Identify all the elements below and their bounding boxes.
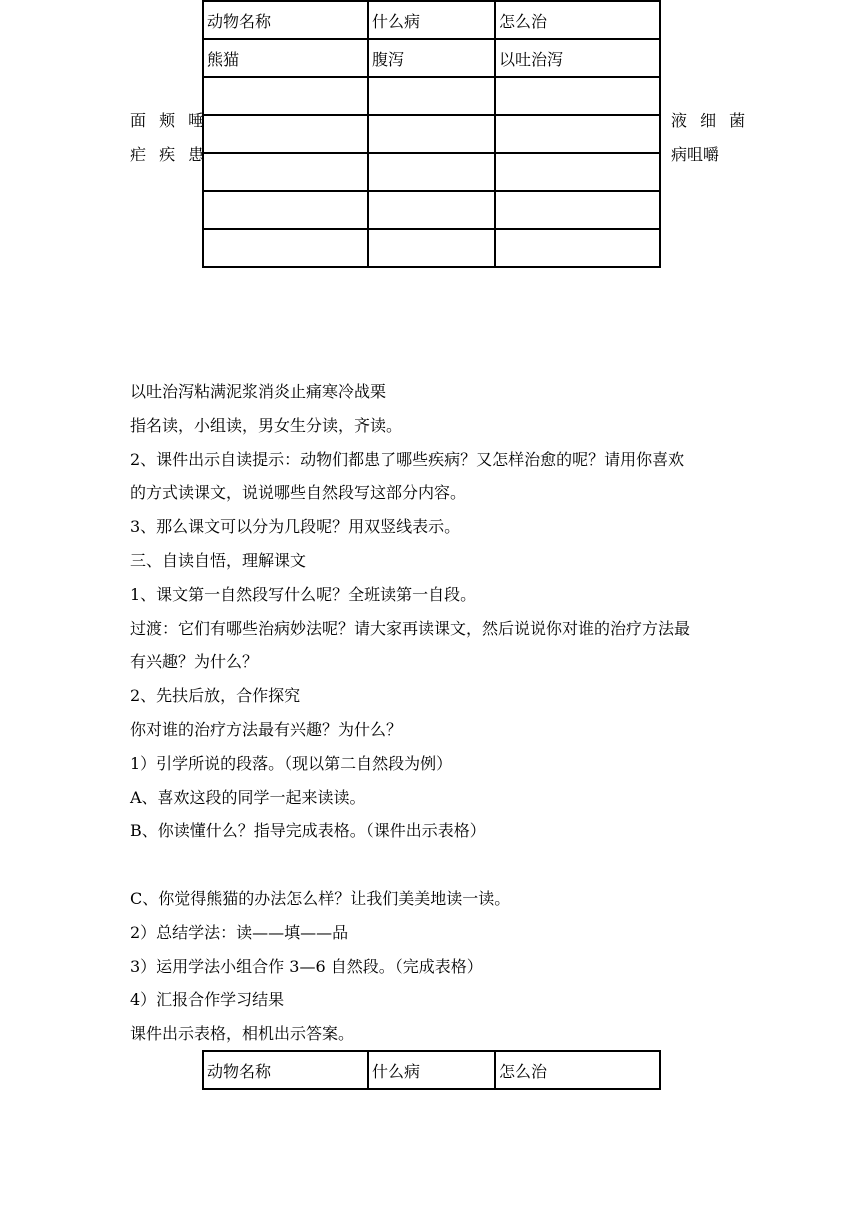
- table-cell: [495, 191, 660, 229]
- vocab-left: [130, 104, 208, 172]
- header-treatment: 怎么治: [495, 1, 660, 39]
- vocab-line: 病咀嚼: [671, 145, 720, 164]
- table-row: [203, 191, 660, 229]
- table-cell: 以吐治泻: [495, 39, 660, 77]
- paragraph: 你对谁的治疗方法最有兴趣？为什么？: [130, 719, 403, 739]
- paragraph: 以吐治泻粘满泥浆消炎止痛寒冷战栗: [130, 382, 387, 401]
- table-cell: [495, 77, 660, 115]
- table-cell: [203, 153, 368, 191]
- header-treatment: 怎么治: [495, 1051, 660, 1089]
- table-cell: [495, 115, 660, 153]
- paragraph: 有兴趣？为什么？: [130, 652, 259, 672]
- table-header-row: [203, 1, 660, 39]
- table-cell: [203, 77, 368, 115]
- blank-line: [130, 848, 740, 882]
- table-cell: [203, 191, 368, 229]
- paragraph: 课件出示表格，相机出示答案。: [130, 1024, 355, 1044]
- paragraph: 指名读，小组读，男女生分读，齐读。: [130, 415, 403, 435]
- table-row: [203, 229, 660, 267]
- table-cell: [203, 229, 368, 267]
- vocab-line: 疟 疾 患: [130, 145, 209, 164]
- table-row: [203, 39, 660, 77]
- paragraph: 3）运用学法小组合作 3—6 自然段。（完成表格）: [130, 956, 483, 976]
- paragraph: 1、课文第一自然段写什么呢？全班读第一自段。: [130, 584, 477, 604]
- vocab-line: 面 颊 唾: [130, 111, 209, 130]
- paragraph: 4）汇报合作学习结果: [130, 990, 285, 1010]
- table-cell: [203, 115, 368, 153]
- paragraph: 1）引学所说的段落。（现以第二自然段为例）: [130, 753, 453, 773]
- table-cell: 腹泻: [368, 39, 495, 77]
- table-cell: [368, 77, 495, 115]
- animal-table-bottom: [202, 1050, 661, 1090]
- paragraph: A、喜欢这段的同学一起来读读。: [130, 787, 366, 807]
- vocab-line: 液 细 菌: [671, 111, 750, 130]
- table-cell: [495, 153, 660, 191]
- vocab-right: [671, 104, 749, 172]
- table-row: [203, 115, 660, 153]
- paragraph: 2、课件出示自读提示：动物们都患了哪些疾病？又怎样治愈的呢？请用你喜欢: [130, 449, 685, 469]
- section-heading: 三、自读自悟，理解课文: [130, 550, 307, 570]
- table-cell: 熊猫: [203, 39, 368, 77]
- header-animal-name: 动物名称: [203, 1051, 368, 1089]
- paragraph: B、你读懂什么？指导完成表格。（课件出示表格）: [130, 821, 486, 841]
- table-cell: [368, 229, 495, 267]
- table-header-row: [203, 1051, 660, 1089]
- paragraph: 的方式读课文，说说哪些自然段写这部分内容。: [130, 483, 467, 503]
- header-animal-name: 动物名称: [203, 1, 368, 39]
- header-disease: 什么病: [368, 1, 495, 39]
- paragraph: C、你觉得熊猫的办法怎么样？让我们美美地读一读。: [130, 888, 511, 908]
- table-row: [203, 77, 660, 115]
- animal-table-top: [202, 0, 661, 268]
- paragraph: 2）总结学法：读——填——品: [130, 922, 349, 942]
- table-cell: [495, 229, 660, 267]
- table-cell: [368, 115, 495, 153]
- header-disease: 什么病: [368, 1051, 495, 1089]
- paragraph: 2、先扶后放，合作探究: [130, 686, 301, 706]
- table-cell: [368, 153, 495, 191]
- table-row: [203, 153, 660, 191]
- paragraph: 过渡：它们有哪些治病妙法呢？请大家再读课文，然后说说你对谁的治疗方法最: [130, 618, 691, 638]
- paragraph: 3、那么课文可以分为几段呢？用双竖线表示。: [130, 517, 461, 537]
- lesson-text: [130, 375, 740, 1051]
- table-cell: [368, 191, 495, 229]
